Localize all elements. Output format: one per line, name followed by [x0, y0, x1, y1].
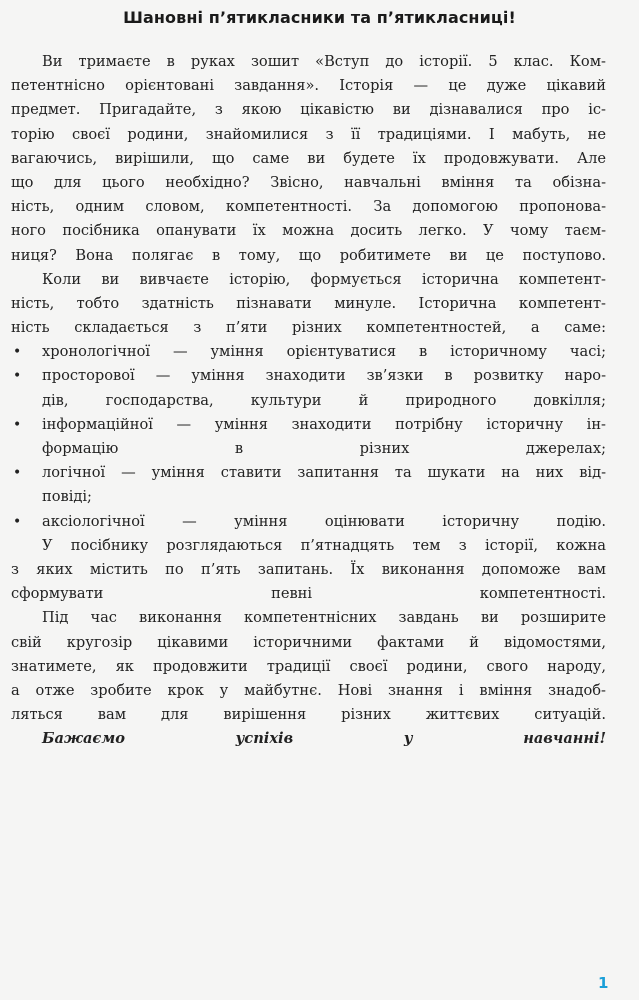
text-line	[11, 74, 606, 98]
text-line	[11, 244, 606, 268]
list-item-text: повіді;	[42, 488, 92, 506]
text-line-content: ного посібника опанувати їх можна досить легко. У чому таєм-	[11, 222, 606, 240]
text-line-content: ниця? Вона полягає в тому, що робитимете ви це поступово.	[11, 246, 606, 264]
text-line	[11, 606, 606, 630]
text-line-content: з яких містить по п’ять запитань. Їх виконання допоможе вам	[11, 560, 606, 578]
page-number: 1	[598, 974, 609, 992]
list-item-text: дів, господарства, культури й природного довкілля;	[42, 391, 606, 409]
bullet-icon: •	[13, 513, 22, 530]
list-item	[11, 461, 606, 485]
text-line-content: а отже зробите крок у майбутнє. Нові знання і вміння знадоб-	[11, 681, 606, 699]
list-item	[11, 364, 606, 388]
list-item-continuation	[11, 389, 606, 413]
text-line	[11, 50, 606, 74]
text-line-content: вагаючись, вирішили, що саме ви будете їх продовжувати. Але	[11, 149, 606, 167]
text-line-content: У посібнику розглядаються п’ятнадцять тем з історії, кожна	[42, 536, 606, 554]
list-item	[11, 340, 606, 364]
text-line	[11, 171, 606, 195]
text-line-content: Під час виконання компетентнісних завдань ви розширите	[42, 609, 606, 627]
list-item-text: просторової — уміння знаходити зв’язки в розвитку наро-	[42, 367, 606, 385]
list-item-text: аксіологічної — уміння оцінювати історичну подію.	[42, 512, 606, 530]
text-line-content: ність, одним словом, компетентності. За допомогою пропонова-	[11, 198, 606, 216]
bullet-icon: •	[13, 465, 22, 482]
paragraph-competence	[11, 268, 606, 341]
list-item-text: логічної — уміння ставити запитання та шукати на них від-	[42, 464, 606, 482]
bullet-icon: •	[13, 416, 22, 433]
text-line	[11, 316, 606, 340]
text-line	[11, 292, 606, 316]
paragraph-intro	[11, 50, 606, 268]
text-line-content: предмет. Пригадайте, з якою цікавістю ви дізнавалися про іс-	[11, 101, 606, 119]
text-line	[11, 655, 606, 679]
list-item	[11, 413, 606, 437]
text-line	[11, 703, 606, 727]
competence-list	[11, 340, 606, 534]
text-line-content: ність складається з п’яти різних компетентностей, а саме:	[11, 319, 606, 337]
list-item-text: інформаційної — уміння знаходити потрібну історичну ін-	[42, 415, 606, 433]
text-line-content: Коли ви вивчаєте історію, формується історична компетент-	[42, 270, 606, 288]
text-line	[11, 195, 606, 219]
list-item	[11, 510, 606, 534]
paragraph-outcomes	[11, 606, 606, 727]
text-line-content: ність, тобто здатність пізнавати минуле. Історична компетент-	[11, 294, 606, 312]
list-item-text: хронологічної — уміння орієнтуватися в історичному часі;	[42, 343, 606, 361]
text-line	[11, 98, 606, 122]
text-line-content: свій кругозір цікавими історичними фактами й відомостями,	[11, 633, 606, 651]
closing-wish	[11, 727, 606, 751]
text-line-content: ляться вам для вирішення різних життєвих ситуацій.	[11, 706, 606, 724]
text-line	[11, 558, 606, 582]
document-body	[11, 50, 606, 751]
list-item-text: формацію в різних джерелах;	[42, 440, 606, 457]
text-line-content: знатимете, як продовжити традиції своєї родини, свого народу,	[11, 657, 606, 675]
list-item-continuation	[11, 485, 606, 509]
text-line	[11, 268, 606, 292]
bullet-icon: •	[13, 344, 22, 361]
text-line	[11, 219, 606, 243]
text-line-content: торію своєї родини, знайомилися з її традиціями. І мабуть, не	[11, 125, 606, 143]
list-item-continuation	[11, 437, 606, 461]
text-line-content: Ви тримаєте в руках зошит «Вступ до історії. 5 клас. Ком-	[42, 53, 606, 70]
text-line-content: сформувати певні компетентності.	[11, 585, 606, 603]
text-line	[11, 582, 606, 606]
text-line	[11, 679, 606, 703]
text-line	[11, 534, 606, 558]
text-line	[11, 631, 606, 655]
text-line-content: що для цього необхідно? Звісно, навчальні вміння та обізна-	[11, 173, 606, 191]
text-line	[11, 123, 606, 147]
text-line	[11, 147, 606, 171]
text-line-content: петентнісно орієнтовані завдання». Історія — це дуже цікавий	[11, 77, 606, 95]
paragraph-topics	[11, 534, 606, 607]
page-title: Шановні п’ятикласники та п’ятикласниці!	[123, 8, 516, 27]
closing-text: Бажаємо успіхів у навчанні!	[42, 730, 606, 748]
bullet-icon: •	[13, 368, 22, 385]
